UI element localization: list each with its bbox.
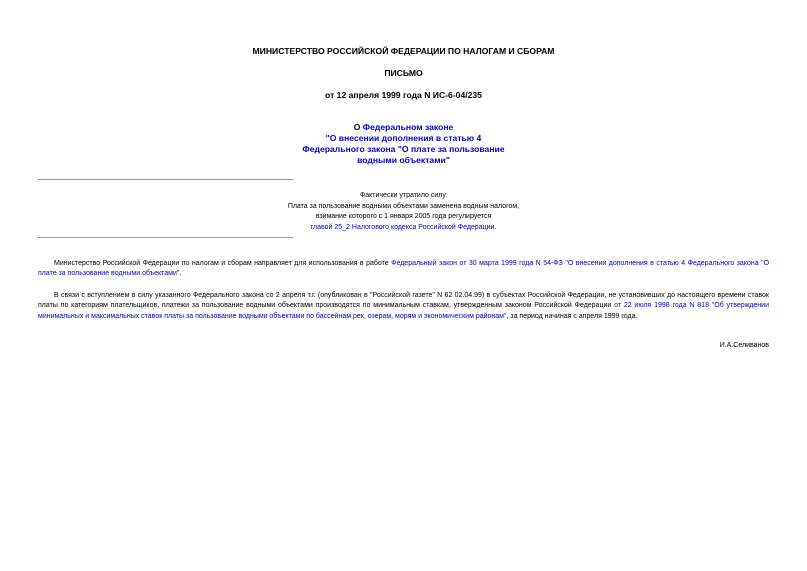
paragraph-2-end: , за период начиная с апреля 1999 года. (506, 312, 638, 320)
document-subject (0, 122, 807, 166)
federal-law-54-fz-link[interactable]: Федеральный закон от 30 марта 1999 года N 54-ФЗ "О внесении дополнения в статью 4 Федерального закона "О плате за пользование водными объектами" (38, 260, 770, 278)
status-note-line-4 (0, 223, 807, 234)
paragraph-2 (38, 291, 769, 322)
status-note-line-3: взимание которого с 1 января 2005 года регулируется (315, 213, 492, 221)
paragraph-2-text: В связи с вступлением в силу указанного Федерального закона со 2 апреля т.г. (опубликован в "Российской газете" N 62 02.04.99) в субъектах Российской Федерации, не установивших до настоящего времени ставок платы по категориям плательщиков, платежи за пользование водными объектами производятся по минимальным ставкам, утвержденным законом Российской Федерации (38, 292, 769, 310)
status-note-end: . (494, 223, 497, 231)
subject-link-line-2[interactable]: "О внесении дополнения в статью 4 (325, 133, 482, 143)
subject-link-line-4[interactable]: водными объектами" (357, 155, 450, 165)
subject-link-line-1[interactable]: Федеральном законе (362, 122, 454, 132)
paragraph-1 (38, 259, 769, 280)
paragraph-1-end: . (179, 270, 182, 278)
divider-top (38, 179, 293, 180)
status-note (0, 191, 807, 233)
paragraph-1-text: Министерство Российской Федерации по налогам и сборам направляет для использования в работе (54, 260, 392, 267)
signature: И.А.Селиванов (719, 342, 769, 349)
subject-link-line-3[interactable]: Федерального закона "О плате за пользование (302, 144, 505, 154)
law-818-link[interactable]: от 22 июля 1998 года N 818 "Об утверждении минимальных и максимальных ставок платы за пользование водными объектами по бассейнам рек, озерам, морям и экономическим районам" (38, 302, 769, 320)
status-note-line-1: Фактически утратило силу. (359, 192, 448, 199)
document-date-number: от 12 апреля 1999 года N ИС-6-04/235 (325, 90, 482, 100)
tax-code-chapter-link[interactable]: главой 25_2 Налогового кодекса Российской Федерации (310, 223, 495, 231)
issuing-organization: МИНИСТЕРСТВО РОССИЙСКОЙ ФЕДЕРАЦИИ ПО НАЛОГАМ И СБОРАМ (252, 46, 555, 56)
divider-bottom (38, 237, 293, 238)
subject-prefix: О (353, 122, 363, 132)
document-type: ПИСЬМО (384, 68, 423, 78)
status-note-line-2: Плата за пользование водными объектами заменена водным налогом, (287, 202, 520, 210)
